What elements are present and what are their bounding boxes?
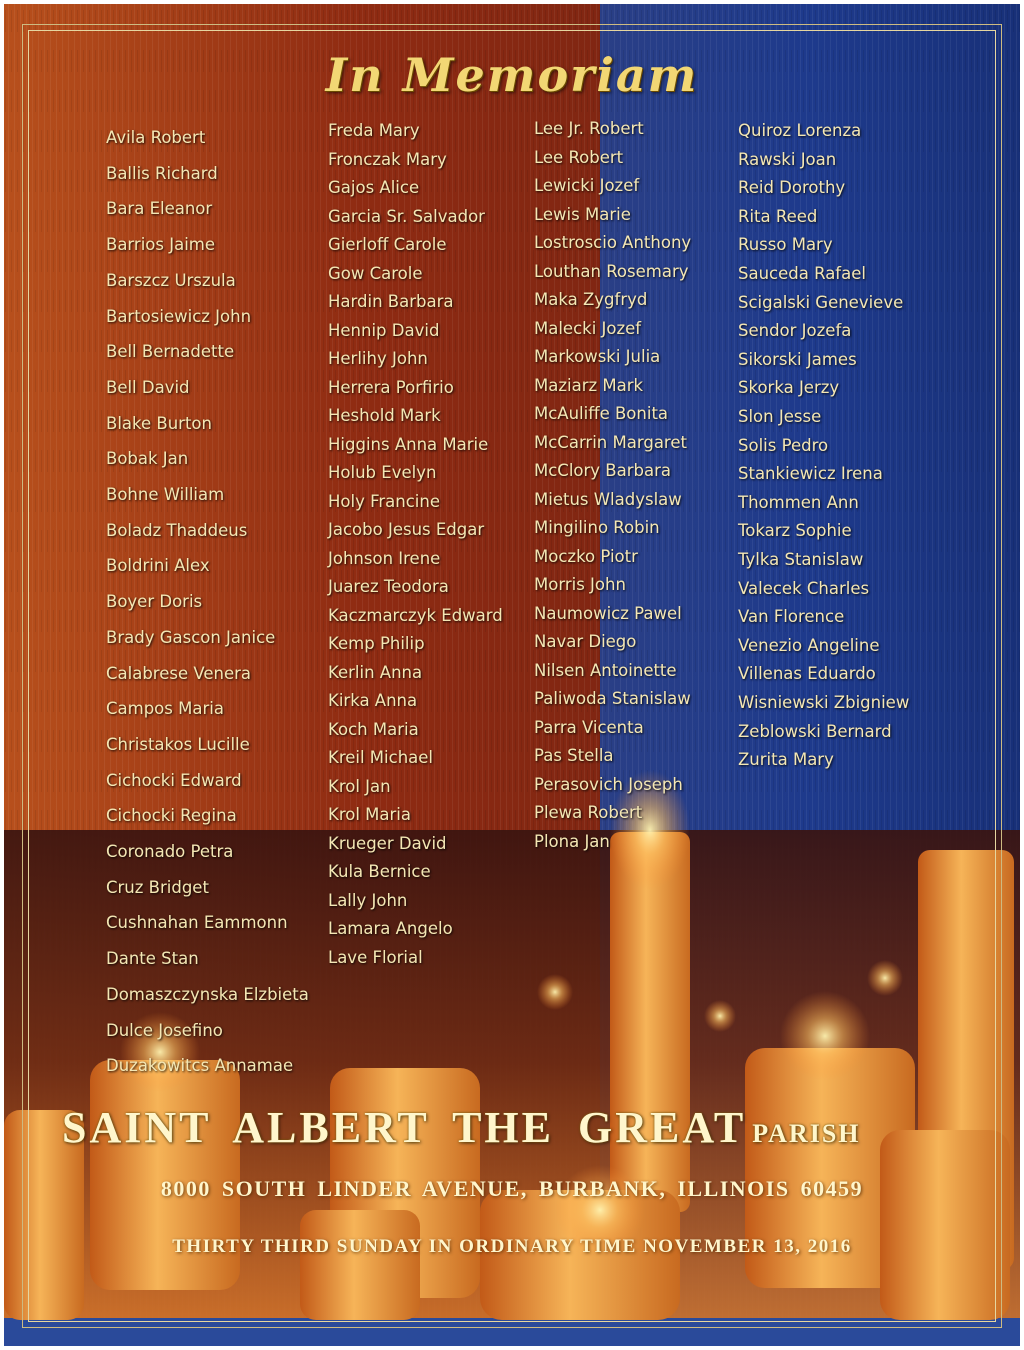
memorial-name: Louthan Rosemary: [534, 261, 689, 281]
parish-name-main: SAINT ALBERT THE GREAT: [62, 1103, 747, 1152]
memorial-name: Tylka Stanislaw: [738, 550, 864, 569]
memorial-name: Kreil Michael: [328, 748, 434, 767]
memorial-name: Hennip David: [328, 320, 440, 340]
page-title: In Memoriam: [325, 48, 699, 102]
memorial-name: Wisniewski Zbigniew: [738, 693, 910, 712]
memorial-name: Hardin Barbara: [328, 292, 454, 311]
memorial-name: Lee Robert: [534, 147, 624, 167]
memorial-name: Pas Stella: [534, 746, 614, 765]
memorial-name: Thommen Ann: [738, 492, 859, 512]
memorial-name: Venezio Angeline: [738, 635, 880, 655]
memorial-name: Avila Robert: [106, 128, 206, 147]
memorial-name: Dulce Josefino: [106, 1020, 223, 1040]
memorial-name: Morris John: [534, 575, 626, 594]
memorial-name: Lamara Angelo: [328, 919, 453, 938]
memorial-name: Herrera Porfirio: [328, 377, 454, 397]
memorial-name: Bara Eleanor: [106, 199, 213, 219]
memorial-name: Cruz Bridget: [106, 877, 209, 897]
memorial-name: Kaczmarczyk Edward: [328, 605, 503, 625]
memorial-name: Quiroz Lorenza: [738, 121, 862, 140]
memorial-name: Boladz Thaddeus: [106, 520, 248, 540]
memorial-name: Duzakowitcs Annamae: [106, 1056, 294, 1076]
memorial-name: Tokarz Sophie: [738, 521, 852, 541]
memorial-name: Johnson Irene: [328, 548, 441, 568]
memorial-name: Perasovich Joseph: [534, 774, 683, 794]
memorial-name: Bell Bernadette: [106, 342, 235, 362]
memorial-name: Plona Jan: [534, 831, 610, 851]
memorial-name: Scigalski Genevieve: [738, 292, 904, 312]
memorial-name: Koch Maria: [328, 719, 419, 739]
memorial-name: Higgins Anna Marie: [328, 434, 489, 454]
memorial-name: Nilsen Antoinette: [534, 660, 677, 680]
memorial-name: Rawski Joan: [738, 149, 837, 169]
liturgical-date: THIRTY THIRD SUNDAY IN ORDINARY TIME NOVEMBER 13, 2016: [172, 1236, 852, 1257]
memorial-name: Bohne William: [106, 485, 225, 504]
memorial-name: Maziarz Mark: [534, 375, 644, 395]
memorial-name: Mingilino Robin: [534, 518, 660, 537]
memorial-name: Fronczak Mary: [328, 149, 447, 169]
memorial-name: Campos Maria: [106, 699, 224, 719]
memorial-name: Zurita Mary: [738, 750, 834, 770]
memorial-name: Navar Diego: [534, 632, 637, 651]
memorial-name: Lee Jr. Robert: [534, 119, 644, 138]
memorial-name: Rita Reed: [738, 206, 818, 226]
memorial-name: Calabrese Venera: [106, 663, 252, 683]
memorial-name: Heshold Mark: [328, 406, 441, 425]
memorial-name: Ballis Richard: [106, 163, 218, 183]
memorial-name: McAuliffe Bonita: [534, 404, 669, 423]
memorial-name: Valecek Charles: [738, 578, 870, 598]
memorial-name: Cichocki Edward: [106, 770, 242, 790]
memorial-name: Domaszczynska Elzbieta: [106, 984, 309, 1004]
memorial-name: Brady Gascon Janice: [106, 627, 276, 647]
memorial-name: Lewicki Jozef: [534, 176, 640, 195]
memorial-name: Barszcz Urszula: [106, 270, 236, 290]
parish-name-suffix: PARISH: [752, 1119, 861, 1148]
memorial-name: Garcia Sr. Salvador: [328, 206, 485, 226]
memorial-name: Lewis Marie: [534, 204, 631, 224]
memorial-name: Stankiewicz Irena: [738, 464, 883, 484]
memorial-name: Holy Francine: [328, 491, 441, 511]
memorial-name: Gajos Alice: [328, 178, 420, 197]
memorial-name: Sauceda Rafael: [738, 264, 866, 283]
memorial-name: Kerlin Anna: [328, 662, 423, 682]
memorial-name: Parra Vicenta: [534, 717, 644, 737]
memorial-name: Juarez Teodora: [328, 577, 449, 596]
memorial-name: Skorka Jerzy: [738, 378, 840, 398]
memorial-name: Lally John: [328, 890, 408, 910]
memorial-name: Bartosiewicz John: [106, 306, 252, 326]
memorial-name: Jacobo Jesus Edgar: [328, 520, 485, 539]
memorial-name: Sikorski James: [738, 349, 857, 369]
memorial-name: McClory Barbara: [534, 461, 671, 480]
memorial-name: Boldrini Alex: [106, 556, 210, 576]
memorial-name: Krol Maria: [328, 805, 411, 824]
memorial-name: Cushnahan Eammonn: [106, 913, 288, 933]
memorial-name: Zeblowski Bernard: [738, 721, 892, 741]
memorial-name: Bell David: [106, 377, 190, 397]
memorial-name: Van Florence: [738, 607, 845, 627]
memorial-name: Malecki Jozef: [534, 318, 642, 338]
memorial-name: Solis Pedro: [738, 435, 829, 455]
parish-address: 8000 SOUTH LINDER AVENUE, BURBANK, ILLINOIS 60459: [160, 1176, 864, 1201]
parish-name: [62, 1102, 861, 1153]
memorial-name: Krol Jan: [328, 776, 391, 796]
memorial-name: Mietus Wladyslaw: [534, 489, 682, 509]
memorial-name: Barrios Jaime: [106, 235, 216, 255]
memorial-name: Krueger David: [328, 833, 447, 853]
memorial-name: Russo Mary: [738, 235, 833, 255]
memorial-name: McCarrin Margaret: [534, 432, 687, 452]
memorial-name: Slon Jesse: [738, 407, 822, 426]
memorial-name: Kemp Philip: [328, 634, 425, 653]
memorial-name: Coronado Petra: [106, 842, 234, 861]
memorial-name: Gierloff Carole: [328, 235, 447, 254]
memorial-name: Maka Zygfryd: [534, 290, 648, 309]
memorial-name: Gow Carole: [328, 263, 423, 283]
memorial-name: Reid Dorothy: [738, 178, 846, 198]
memorial-name: Kula Bernice: [328, 862, 431, 881]
memorial-name: Markowski Julia: [534, 347, 661, 366]
memorial-name: Lostroscio Anthony: [534, 233, 692, 252]
memorial-name: Plewa Robert: [534, 803, 643, 822]
memorial-name: Christakos Lucille: [106, 734, 250, 754]
memorial-name: Cichocki Regina: [106, 806, 237, 826]
memorial-name: Naumowicz Pawel: [534, 603, 682, 623]
memorial-name: Bobak Jan: [106, 449, 189, 469]
memorial-name: Sendor Jozefa: [738, 321, 852, 341]
memorial-name: Holub Evelyn: [328, 463, 437, 482]
memorial-name: Herlihy John: [328, 349, 428, 368]
memorial-name: Paliwoda Stanislaw: [534, 689, 691, 708]
memorial-name: Villenas Eduardo: [738, 664, 876, 684]
memorial-name: Kirka Anna: [328, 691, 418, 710]
memorial-name: Dante Stan: [106, 949, 199, 969]
memorial-name: Freda Mary: [328, 121, 420, 140]
memorial-name: Lave Florial: [328, 947, 423, 967]
memorial-name: Moczko Piotr: [534, 546, 638, 566]
memorial-name: Boyer Doris: [106, 592, 203, 612]
memorial-name: Blake Burton: [106, 413, 212, 433]
